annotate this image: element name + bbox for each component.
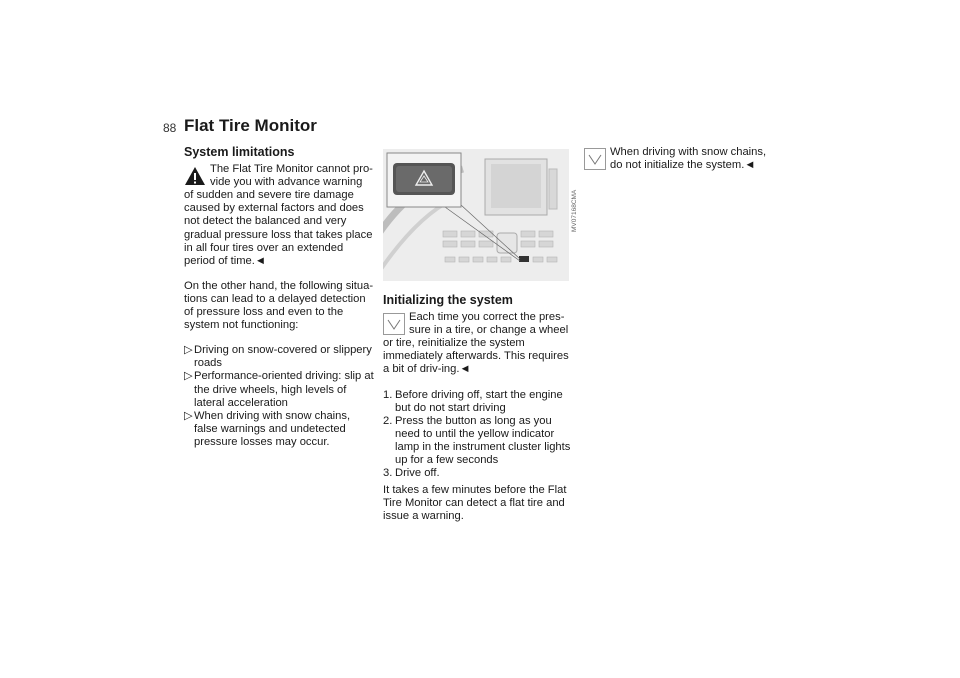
note-notice [584, 146, 774, 172]
end-mark: ◄ [744, 159, 756, 172]
note-check-icon [383, 313, 405, 335]
end-mark: ◄ [254, 254, 266, 267]
list-item: ▷ Performance-oriented driving: slip at the drive wheels, high levels of lateral acceleration [184, 370, 374, 409]
dashboard-figure [383, 149, 569, 281]
list-item: 2. Press the button as long as you need to until the yellow indicator lamp in the instrument cluster lights up for a few seconds [383, 414, 571, 467]
warning-first-line: The Flat Tire Monitor cannot pro- [210, 163, 373, 176]
bullet-marker: ▷ [184, 344, 193, 357]
warning-notice [184, 163, 374, 268]
steps-list [383, 389, 575, 481]
list-item: 1. Before driving off, start the engine but do not start driving [383, 388, 563, 414]
list-item: ▷ When driving with snow chains, false warnings and undetected pressure losses may occur. [184, 409, 351, 448]
warning-triangle-icon [184, 165, 206, 187]
warning-text: vide you with advance warning of sudden and severe tire damage caused by external factors and does not detect the balanced and very gradual pressure loss that takes place in all four tires over an extended period of time. [184, 176, 373, 267]
page-number: 88 [163, 121, 177, 135]
note-text: sure in a tire, or change a wheel or tire, reinitialize the system immediately afterwards. This requires a bit of driv-ing. [383, 324, 569, 376]
step-number: 2. [383, 414, 393, 427]
column-snow-chains-note [584, 146, 774, 184]
dashboard-illustration [383, 149, 569, 281]
list-item: 3. Drive off. [383, 467, 440, 480]
limitations-intro: On the other hand, the following situa-tions can lead to a delayed detection of pressure loss and even to the system not functioning: [184, 279, 374, 332]
bullet-marker: ▷ [184, 370, 193, 383]
note-check-icon [584, 148, 606, 170]
section-heading-system-limitations: System limitations [184, 145, 295, 159]
note-text: do not initialize the system. [610, 159, 745, 172]
section-heading-initializing: Initializing the system [383, 293, 513, 307]
figure-code: MV07168CMA [571, 189, 578, 232]
bullet-marker: ▷ [184, 409, 193, 422]
page-title: Flat Tire Monitor [184, 116, 317, 135]
step-number: 1. [383, 388, 393, 401]
list-item: ▷ Driving on snow-covered or slippery roads [184, 344, 372, 370]
initializing-outro: It takes a few minutes before the Flat Tire Monitor can detect a flat tire and issue a warning. [383, 484, 567, 523]
end-mark: ◄ [459, 363, 471, 376]
note-first-line: Each time you correct the pres- [409, 311, 565, 324]
step-number: 3. [383, 467, 393, 480]
note-first-line: When driving with snow chains, [610, 146, 767, 158]
note-notice [383, 311, 575, 376]
column-initializing [383, 294, 575, 536]
column-system-limitations [184, 146, 374, 449]
limitations-list [184, 344, 374, 449]
